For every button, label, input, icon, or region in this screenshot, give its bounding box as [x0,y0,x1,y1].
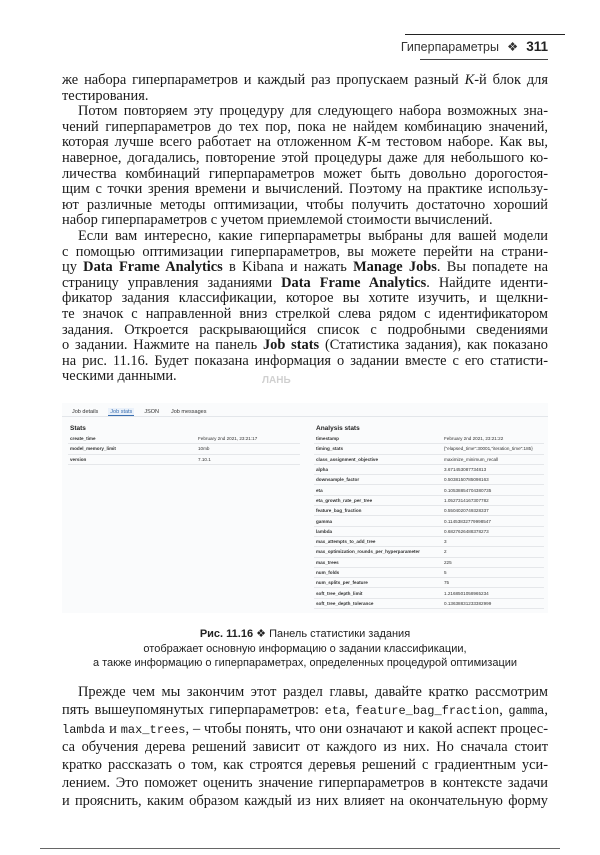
text-run: фикатор задания классификации, которое вы хотите изучить, и щелкни- [62,290,548,307]
stat-value: maximize_minimum_recall [444,456,499,462]
text-line [62,182,548,198]
stats-title: Stats [70,425,86,432]
code-term: lambda [62,722,106,737]
stats-row [314,465,544,475]
stats-row [314,475,544,485]
text-run: которая лучше всего работает на отложенном [62,134,358,151]
caption-separator-icon: ❖ [256,628,266,640]
caption-label: Рис. 11.16 [199,628,254,640]
text-run: цу [62,259,84,276]
text-run: и [105,720,121,737]
text-line [62,89,548,105]
figure-job-stats-screenshot [62,403,548,613]
text-line [62,104,548,120]
text-run: чений гиперпараметров до тех пор, пока не найдем комбинацию значений, [62,118,548,135]
page-number: 311 [526,39,548,54]
caption-line: Панель статистики задания [269,628,411,640]
text-line [62,291,548,307]
text-line [62,307,548,323]
stat-value: 1.2168501058965234 [444,590,489,596]
stat-key: soft_tree_depth_limit [316,590,363,596]
text-run: в Kibana и нажать [222,259,354,276]
text-line [62,739,548,757]
caption-line: а также информацию о гиперпараметрах, определенных процедурой оптимизации [92,657,518,669]
stats-row [314,455,544,465]
text-run: ческими данными. [62,368,177,385]
stats-row [314,568,544,578]
stats-row [68,444,300,454]
stat-key: model_memory_limit [70,446,116,452]
separator-icon: ❖ [507,40,519,54]
stat-value: 5 [444,570,447,575]
text-line [62,73,548,89]
text-run: задания. Откроется раскрывающийся список с подробными сведениями [62,321,548,338]
bold-term: Manage Jobs [353,259,437,276]
stat-key: eta_growth_rate_per_tree [316,497,373,503]
stat-key: feature_bag_fraction [316,508,362,514]
stat-key: max_attempts_to_add_tree [316,539,376,545]
stats-row [314,434,544,444]
stat-value: 0.5504020749328337 [444,508,489,514]
text-line [62,775,548,793]
stat-value: February 2nd 2021, 23:21:17 [198,436,258,442]
text-line [62,323,548,339]
stat-key: version [70,456,87,462]
stats-row [314,516,544,526]
stat-key: timing_stats [316,446,344,452]
text-run: са обучения дерева решений зависит от каждого из них. Но сначала стоит [62,739,548,756]
text-run: щим с точки зрения времени и вычислений. Поэтому на практике использу- [62,181,548,198]
stat-value: 3.671453087734813 [444,467,487,473]
text-run: Потом повторяем эту процедуру для следующего набора возможных зна- [78,103,548,120]
stat-value: 0.11453832779998547 [444,518,491,524]
text-line [62,369,548,385]
stat-value: 2 [444,549,447,555]
text-line [62,276,548,292]
stat-key: max_trees [316,559,339,565]
stats-row [314,506,544,516]
stats-row [314,527,544,537]
analysis-stats-title: Analysis stats [316,425,360,432]
text-run: Прежде чем мы закончим этот раздел главы, давайте кратко рассмотрим [78,684,548,700]
text-run: , [544,701,548,718]
text-run: кратко рассказать о том, как строятся деревья решений с градиентным уси- [62,757,548,774]
text-run: , [499,701,509,718]
text-run: личества комбинаций гиперпараметров может быть довольно дорогостоя- [62,165,548,182]
stats-panel [68,425,300,465]
code-term: gamma [508,703,545,718]
text-run: и прояснить, каким образом каждый из них влияет на окончательную форму [62,792,548,809]
tab-json[interactable]: JSON [144,409,159,415]
stats-row [68,455,300,465]
stat-value: {"elapsed_time":30001,"iteration_time":185} [444,446,533,452]
stat-key: gamma [316,518,333,524]
text-line [62,793,548,811]
stats-row [314,537,544,547]
text-run: страницу управления заданиями [62,274,282,291]
stat-value: 0.6827626488378273 [444,528,489,534]
bold-term: Data Frame Analytics [281,274,427,291]
text-run: K [357,134,367,151]
code-term: feature_bag_fraction [355,703,500,718]
stats-row [314,485,544,495]
text-line [62,198,548,214]
analysis-stats-panel [314,425,544,609]
text-run: наверное, догадались, повторение этой процедуры даже для небольшого ко- [62,149,548,166]
stat-value: 0.10538854704380735 [444,487,492,493]
stats-row [314,578,544,588]
code-term: max_trees [120,722,186,737]
text-run: о задании. Нажмите на панель [62,337,263,354]
stat-key: create_time [70,436,96,442]
section-title: Гиперпараметры [400,39,499,54]
text-line [62,213,548,229]
tab-job-details[interactable]: Job details [72,409,99,415]
stat-key: max_optimization_rounds_per_hyperparameter [316,549,420,555]
text-line [62,721,548,740]
text-run: лением. Это поможет оценить значение гиперпараметров в контексте задачи [62,774,548,791]
text-run: с помощью оптимизации гиперпараметров, вы можете перейти на страни- [62,243,548,260]
stat-value: February 2nd 2021, 23:21:22 [444,436,504,442]
text-run: Если вам интересно, какие гиперпараметры выбраны для вашей модели [78,227,548,244]
tab-job-stats[interactable]: Job stats [110,409,133,415]
stat-key: soft_tree_depth_tolerance [316,600,374,606]
stat-key: num_folds [316,570,340,575]
stat-key: alpha [316,467,328,473]
text-run: . Вы попадете на [436,259,548,276]
text-run: на рис. 11.16. Будет показана информация о задании вместе с его статисти- [62,352,548,369]
stat-value: 75 [444,580,450,586]
header-rule [405,34,565,35]
tab-job-messages[interactable]: Job messages [170,409,207,415]
text-line [62,120,548,136]
figure-caption [62,627,548,671]
stats-row [314,496,544,506]
stat-value: 1.0527314167307782 [444,497,489,503]
text-line [62,167,548,183]
text-run: . Найдите иденти- [426,274,548,291]
stat-key: eta [316,487,323,493]
text-run: , [346,701,356,718]
running-header [401,39,548,54]
header-underline [420,59,548,60]
text-run: же набора гиперпараметров и каждый раз пропускаем разный [62,72,465,88]
text-run: набор гиперпараметров с учетом приемлемой стоимости вычислений. [62,212,493,229]
text-line [62,260,548,276]
text-run: , – чтобы понять, что они означают и какой аспект процес- [185,720,548,737]
text-run: ют различные методы оптимизации, чтобы получить достаточно хороший [62,196,548,213]
body-text-top [62,73,548,385]
stat-key: downsample_factor [316,477,360,483]
stat-key: lambda [316,528,333,534]
text-run: пять вышеупомянутых гиперпараметров: [62,701,325,718]
stats-row [314,588,544,598]
stat-value: 0.5038150785098163 [444,477,489,483]
text-run: K [464,72,475,88]
stat-key: class_assignment_objective [316,456,379,462]
watermark-logo: ЛАНЬ [262,375,291,386]
text-line [62,338,548,354]
tab-bar [62,403,548,417]
stats-row [68,434,300,444]
stats-row [314,558,544,568]
stat-value: 3 [444,539,447,545]
stats-row [314,599,544,609]
stat-value: 225 [444,559,452,565]
text-line [62,135,548,151]
text-run: те значок с направленной вниз стрелкой слева рядом с идентификатором [62,305,548,322]
text-line [62,354,548,370]
text-line [62,229,548,245]
stat-value: 0.13638831233382999 [444,600,492,606]
text-run: (Статистика задания), как показано [319,337,548,354]
stat-value: 10mb [198,446,210,452]
text-line [62,245,548,261]
bold-term: Data Frame Analytics [83,259,223,276]
text-run: -й блок для [474,72,548,88]
stat-key: timestamp [316,436,339,442]
stat-value: 7.10.1 [198,456,211,462]
text-run: -м тестовом наборе. Как вы, [366,134,548,151]
stats-row [314,444,544,454]
text-line [62,151,548,167]
text-line [62,757,548,775]
caption-line: отображает основную информацию о задании классификации, [143,642,467,655]
footer-rule [40,848,560,849]
text-line [62,684,548,702]
text-line [62,702,548,721]
text-run: тестирования. [62,87,149,104]
stat-key: num_splits_per_feature [316,580,368,586]
body-text-bottom [62,684,548,811]
stats-row [314,547,544,557]
code-term: eta [324,703,347,718]
bold-term: Job stats [262,337,320,354]
